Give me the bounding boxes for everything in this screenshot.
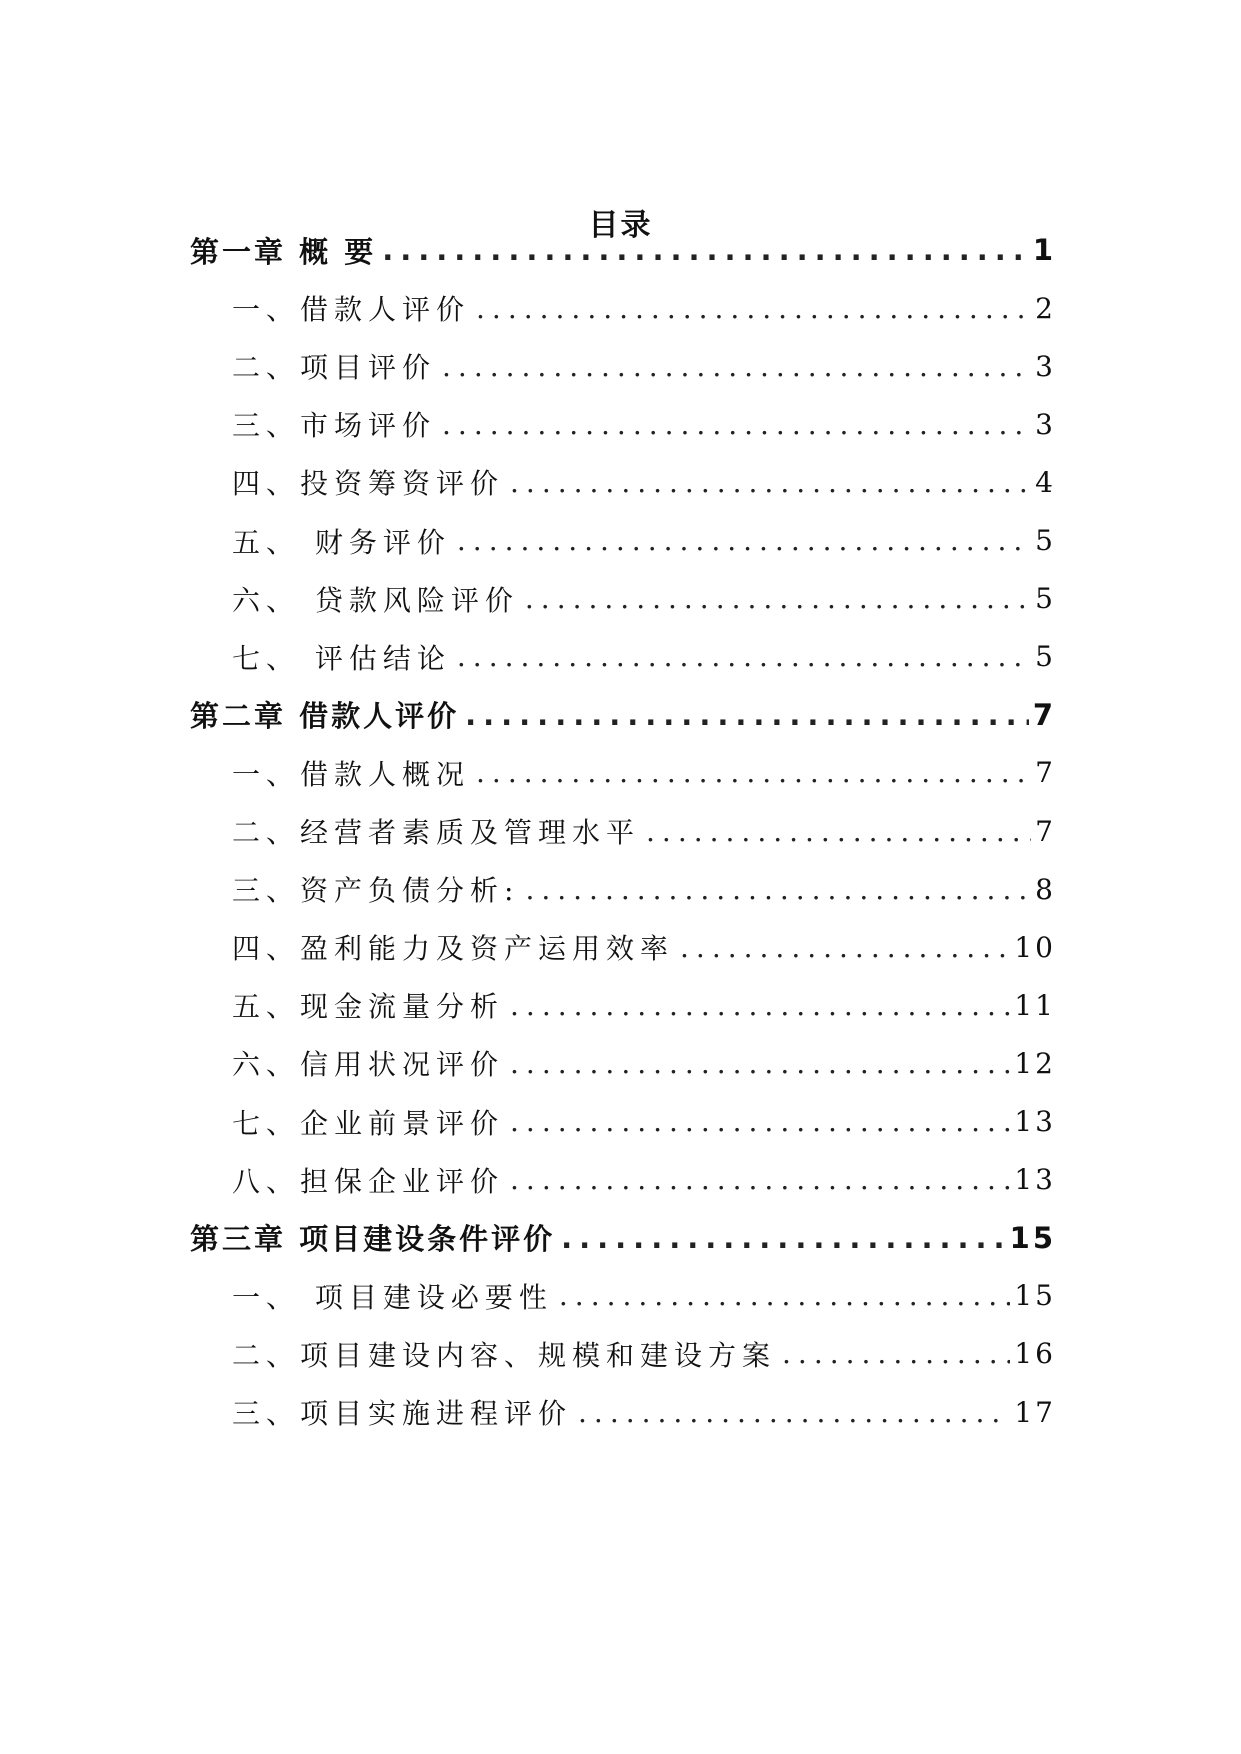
toc-page-number: 15 xyxy=(1014,1279,1056,1313)
toc-section-entry[interactable] xyxy=(232,981,1056,1029)
toc-section-entry[interactable] xyxy=(232,923,1056,971)
toc-section-entry[interactable] xyxy=(232,1039,1056,1087)
toc-chapter-entry[interactable] xyxy=(190,1214,1056,1262)
page-title: 目录 xyxy=(588,208,653,243)
toc-page-number: 3 xyxy=(1035,349,1056,383)
toc-page-number: 13 xyxy=(1014,1105,1056,1138)
toc-page-number: 11 xyxy=(1014,988,1056,1022)
toc-entry-label: 二、经营者素质及管理水平 xyxy=(232,816,641,849)
toc-dot-leader xyxy=(476,756,1031,789)
toc-page-number: 5 xyxy=(1035,582,1056,616)
toc-entry-label: 六、信用状况评价 xyxy=(232,1048,505,1082)
toc-entry-label: 六、 贷款风险评价 xyxy=(232,583,519,617)
toc-dot-leader xyxy=(561,1221,1006,1255)
toc-entry-label: 一、借款人评价 xyxy=(232,293,471,327)
toc-page-number: 5 xyxy=(1035,640,1056,674)
toc-section-entry[interactable] xyxy=(232,1156,1056,1204)
toc-dot-leader xyxy=(510,1047,1010,1080)
toc-entry-label: 第三章 项目建设条件评价 xyxy=(190,1222,556,1257)
toc-page-number: 4 xyxy=(1035,465,1056,499)
toc-entry-label: 一、借款人概况 xyxy=(232,757,471,791)
toc-entry-label: 三、市场评价 xyxy=(232,409,437,443)
toc-section-entry[interactable] xyxy=(232,342,1056,390)
toc-dot-leader xyxy=(525,582,1031,615)
toc-section-entry[interactable] xyxy=(232,807,1056,855)
toc-section-entry[interactable] xyxy=(232,1388,1056,1436)
toc-entry-label: 四、盈利能力及资产运用效率 xyxy=(232,932,675,966)
toc-section-entry[interactable] xyxy=(232,1098,1056,1146)
toc-section-entry[interactable] xyxy=(232,517,1056,565)
toc-section-entry[interactable] xyxy=(232,1272,1056,1320)
toc-entry-label: 五、 财务评价 xyxy=(232,525,451,559)
toc-section-entry[interactable] xyxy=(232,749,1056,797)
toc-dot-leader xyxy=(510,1163,1010,1196)
toc-section-entry[interactable] xyxy=(232,1330,1056,1378)
toc-page-number: 1 xyxy=(1032,233,1056,267)
toc-entry-label: 四、投资筹资评价 xyxy=(232,467,505,501)
toc-dot-leader xyxy=(457,640,1031,673)
toc-entry-label: 三、项目实施进程评价 xyxy=(232,1397,573,1430)
toc-page-number: 17 xyxy=(1014,1395,1056,1429)
toc-page-number: 7 xyxy=(1032,697,1056,732)
toc-section-entry[interactable] xyxy=(232,575,1056,623)
toc-entry-label: 第一章 概 要 xyxy=(190,234,377,269)
toc-page-number: 2 xyxy=(1035,291,1056,325)
toc-entry-label: 一、 项目建设必要性 xyxy=(232,1280,553,1314)
toc-dot-leader xyxy=(382,233,1029,267)
toc-dot-leader xyxy=(559,1279,1010,1312)
toc-dot-leader xyxy=(525,873,1031,906)
toc-entry-label: 二、项目建设内容、规模和建设方案 xyxy=(232,1338,777,1372)
toc-dot-leader xyxy=(442,350,1031,383)
toc-dot-leader xyxy=(442,408,1031,441)
toc-entry-label: 八、担保企业评价 xyxy=(232,1164,505,1198)
toc-dot-leader xyxy=(680,931,1010,964)
toc-page-number: 10 xyxy=(1014,930,1056,964)
toc-page-number: 3 xyxy=(1035,407,1056,441)
toc-entry-label: 七、企业前景评价 xyxy=(232,1106,505,1140)
toc-page-number: 12 xyxy=(1014,1046,1056,1080)
toc-chapter-entry[interactable] xyxy=(190,691,1056,739)
toc-page-number: 8 xyxy=(1035,872,1056,906)
toc-dot-leader xyxy=(510,466,1031,499)
toc-page-number: 7 xyxy=(1035,756,1056,790)
toc-section-entry[interactable] xyxy=(232,284,1056,332)
toc-dot-leader xyxy=(578,1396,1010,1429)
toc-entry-label: 第二章 借款人评价 xyxy=(190,699,460,734)
toc-page-number: 16 xyxy=(1014,1337,1056,1371)
toc-dot-leader xyxy=(646,815,1031,848)
toc-dot-leader xyxy=(510,1105,1010,1138)
toc-page-number: 15 xyxy=(1009,1220,1056,1255)
toc-dot-leader xyxy=(457,524,1031,557)
toc-dot-leader xyxy=(476,292,1031,325)
toc-section-entry[interactable] xyxy=(232,400,1056,448)
toc-page-number: 13 xyxy=(1014,1163,1056,1197)
toc-section-entry[interactable] xyxy=(232,865,1056,913)
toc-chapter-entry[interactable] xyxy=(190,226,1056,274)
toc-entry-label: 二、项目评价 xyxy=(232,351,437,385)
toc-section-entry[interactable] xyxy=(232,633,1056,681)
toc-page-number: 7 xyxy=(1035,814,1056,848)
toc-page-number: 5 xyxy=(1035,524,1056,557)
toc-section-entry[interactable] xyxy=(232,458,1056,506)
toc-dot-leader xyxy=(782,1337,1010,1370)
toc-entry-label: 五、现金流量分析 xyxy=(232,990,505,1024)
toc-dot-leader xyxy=(510,989,1010,1022)
toc-dot-leader xyxy=(465,698,1029,732)
toc-entry-label: 七、 评估结论 xyxy=(232,641,451,675)
toc-entry-label: 三、资产负债分析: xyxy=(232,874,520,908)
